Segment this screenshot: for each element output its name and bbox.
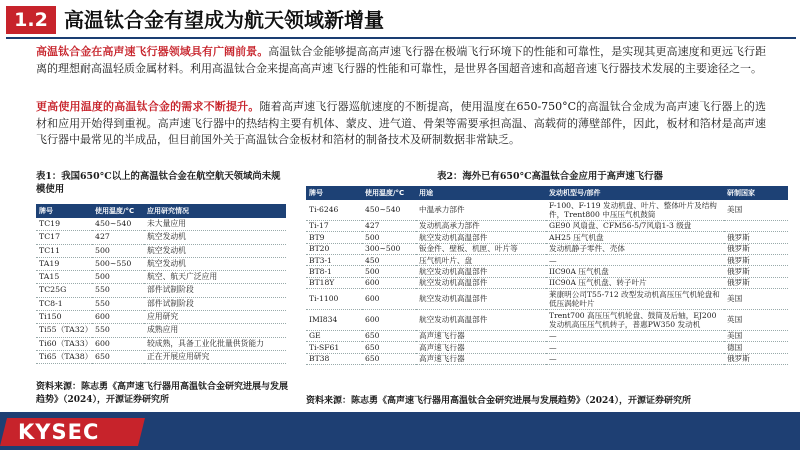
table1-header-row — [36, 204, 286, 218]
table2-cell: 450~540 — [362, 200, 416, 220]
table2-cell: 发动机高承力部件 — [416, 220, 546, 231]
table1-cell: TA19 — [36, 257, 92, 270]
table1-cell: 较成熟，具备工业化批量供货能力 — [144, 337, 286, 350]
table1-header-cell: 牌号 — [36, 204, 92, 218]
table2-cell: AH25 压气机盘 — [546, 232, 724, 243]
table1-row — [36, 244, 286, 257]
table2-cell: GE90 风扇盘、CFM56-5/7风扇1-3 级盘 — [546, 220, 724, 231]
table1-cell: 部件试制阶段 — [144, 284, 286, 297]
table2-row — [306, 200, 788, 220]
table2-cell: BT38 — [306, 353, 362, 364]
table2-cell: 600 — [362, 277, 416, 288]
table2-cell: 450 — [362, 255, 416, 266]
table2-source: 资料来源：陈志勇《高声速飞行器用高温钛合金研究进展与发展趋势》（2024），开源证券研究所 — [306, 396, 692, 406]
table2-cell: — — [546, 255, 724, 266]
table2-cell: — — [546, 330, 724, 341]
table2-header-cell: 牌号 — [306, 186, 362, 200]
table2-cell: 427 — [362, 220, 416, 231]
table2-row — [306, 277, 788, 288]
table2-cell: 航空发动机高温部件 — [416, 289, 546, 310]
table2-cell: 650 — [362, 330, 416, 341]
table2-cell: 航空发动机高温部件 — [416, 232, 546, 243]
table2-row — [306, 266, 788, 277]
table1-row — [36, 297, 286, 310]
table1-cell: 正在开展应用研究 — [144, 350, 286, 363]
table2-cell: 俄罗斯 — [724, 232, 788, 243]
table1-cell: 500~550 — [92, 257, 144, 270]
table2-cell: 美国 — [724, 200, 788, 220]
table2-cell: — — [546, 342, 724, 353]
table2-caption: 表2：海外已有650°C高温钛合金应用于高声速飞行器 — [437, 171, 663, 182]
table1-row — [36, 311, 286, 324]
table2-cell: BT8-1 — [306, 266, 362, 277]
table2-cell: BT20 — [306, 243, 362, 254]
company-logo — [0, 412, 140, 450]
table1-cell: 550 — [92, 324, 144, 337]
table2-cell: 俄罗斯 — [724, 243, 788, 254]
table2-cell: 美国 — [724, 289, 788, 310]
page-title: 高温钛合金有望成为航天领域新增量 — [64, 8, 384, 32]
table1-cell: 500 — [92, 244, 144, 257]
paragraph-2-body: 随着高声速飞行器巡航速度的不断提高，使用温度在650-750°C的高温钛合金成为高声速飞行器上的选材和应用开始得到重视。高声速飞行器中的热结构主要有机体、蒙皮、进气道、骨架等需要承担高温、高载荷的薄壁部件，因此，板材和箔材是高声速飞行器中最常见的半成品，但目前国外关于高温钛合金板材和箔材的制备技术及研制数据非常缺乏。 — [36, 100, 767, 146]
table2-row — [306, 310, 788, 331]
logo-text: KYSEC — [18, 420, 100, 444]
table2-cell: BT18Y — [306, 277, 362, 288]
table2-cell — [724, 220, 788, 231]
table2-cell: BT9 — [306, 232, 362, 243]
table2-cell: 航空发动机高温部件 — [416, 310, 546, 331]
table2-cell: 压气机叶片、盘 — [416, 255, 546, 266]
page-header — [0, 0, 800, 40]
table1-cell: 成熟应用 — [144, 324, 286, 337]
table1-cell: Ti55（TA32） — [36, 324, 92, 337]
table2-cell: 中温承力部件 — [416, 200, 546, 220]
table1-cell: 427 — [92, 231, 144, 244]
table1-row — [36, 324, 286, 337]
table1-cell: TA15 — [36, 271, 92, 284]
table2-cell: 发动机静子零件、壳体 — [546, 243, 724, 254]
table2-row — [306, 342, 788, 353]
table2-row — [306, 232, 788, 243]
table2-cell: 500 — [362, 232, 416, 243]
table1-cell: Ti65（TA38） — [36, 350, 92, 363]
table1-cell: 应用研究 — [144, 311, 286, 324]
table2-cell: 美国 — [724, 330, 788, 341]
table1-header-cell: 使用温度/°C — [92, 204, 144, 218]
table2-cell: F-100、F-119 发动机盘、叶片、整体叶片及结构件，Trent800 中压压气机鼓筒 — [546, 200, 724, 220]
table2 — [306, 186, 788, 365]
table2-cell: — — [546, 353, 724, 364]
section-number-badge: 1.2 — [6, 6, 56, 34]
table1-row — [36, 350, 286, 363]
table2-cell: 俄罗斯 — [724, 277, 788, 288]
table1-cell: 600 — [92, 337, 144, 350]
table2-row — [306, 220, 788, 231]
table2-cell: 钣金件、壁板、机匣、叶片等 — [416, 243, 546, 254]
table2-cell: IIC90A 压气机盘 — [546, 266, 724, 277]
paragraph-2-lead: 更高使用温度的高温钛合金的需求不断提升。 — [36, 100, 260, 113]
table2-row — [306, 255, 788, 266]
table1-cell: 550 — [92, 297, 144, 310]
table1-cell: 航空发动机 — [144, 244, 286, 257]
table1-row — [36, 271, 286, 284]
table2-cell: Trent700 高压压气机轮盘、鼓筒及后轴，EJ200 发动机高压压气机转子，普惠PW350 发动机 — [546, 310, 724, 331]
table2-cell: 德国 — [724, 342, 788, 353]
table1-cell: Ti150 — [36, 311, 92, 324]
table2-cell: 650 — [362, 353, 416, 364]
table2-header-row — [306, 186, 788, 200]
table2-cell: 俄罗斯 — [724, 353, 788, 364]
table1-caption: 表1：我国650°C以上的高温钛合金在航空航天领域尚未规模使用 — [36, 171, 281, 195]
paragraph-2 — [36, 99, 766, 149]
table1-cell: 600 — [92, 311, 144, 324]
table2-cell: 航空发动机高温部件 — [416, 277, 546, 288]
table1-header-cell: 应用研究情况 — [144, 204, 286, 218]
table2-cell: Ti-1100 — [306, 289, 362, 310]
table2-cell: 高声速飞行器 — [416, 353, 546, 364]
table2-cell: 俄罗斯 — [724, 255, 788, 266]
table2-cell: IIC90A 压气机盘、转子叶片 — [546, 277, 724, 288]
table2-cell: 俄罗斯 — [724, 266, 788, 277]
paragraph-1-body: 高温钛合金能够提高高声速飞行器在极端飞行环境下的性能和可靠性，是实现其更高速度和更远飞行距离的理想耐高温轻质金属材料。利用高温钛合金来提高高声速飞行器的性能和可靠性，是世界各国超音速和高超音速飞行器技术发展的主要途径之一。 — [36, 45, 767, 75]
table1 — [36, 204, 286, 364]
title-divider — [6, 37, 796, 39]
table1-cell: 航空、航天广泛应用 — [144, 271, 286, 284]
table2-cell: 600 — [362, 310, 416, 331]
table2-cell: 300~500 — [362, 243, 416, 254]
table1-cell: 部件试制阶段 — [144, 297, 286, 310]
table2-cell: 英国 — [724, 310, 788, 331]
table2-cell: 600 — [362, 289, 416, 310]
table1-cell: Ti60（TA33） — [36, 337, 92, 350]
table1-cell: TC8-1 — [36, 297, 92, 310]
table2-cell: BT3-1 — [306, 255, 362, 266]
table2-cell: Ti-17 — [306, 220, 362, 231]
table1-cell: 500 — [92, 271, 144, 284]
table1-cell: 未大量应用 — [144, 218, 286, 231]
paragraph-1 — [36, 44, 766, 77]
table2-cell: 高声速飞行器 — [416, 330, 546, 341]
table2-row — [306, 330, 788, 341]
table2-cell: GE — [306, 330, 362, 341]
table1-cell: 650 — [92, 350, 144, 363]
table2-cell: 莱康明公司T55-712 改型发动机高压压气机轮盘和低压涡轮叶片 — [546, 289, 724, 310]
table1-cell: TC17 — [36, 231, 92, 244]
table1-cell: 航空发动机 — [144, 231, 286, 244]
table2-cell: 航空发动机高温部件 — [416, 266, 546, 277]
table2-header-cell: 研制国家 — [724, 186, 788, 200]
table2-row — [306, 353, 788, 364]
table1-row — [36, 231, 286, 244]
table1-cell: TC25G — [36, 284, 92, 297]
table2-header-cell: 使用温度/°C — [362, 186, 416, 200]
table1-cell: 550 — [92, 284, 144, 297]
table2-cell: Ti-6246 — [306, 200, 362, 220]
table1-cell: TC11 — [36, 244, 92, 257]
table2-cell: 500 — [362, 266, 416, 277]
table2-header-cell: 发动机型号/部件 — [546, 186, 724, 200]
table2-cell: 650 — [362, 342, 416, 353]
table1-row — [36, 284, 286, 297]
table1-cell: 450~540 — [92, 218, 144, 231]
paragraph-1-lead: 高温钛合金在高声速飞行器领域具有广阔前景。 — [36, 45, 269, 58]
table2-row — [306, 289, 788, 310]
table1-row — [36, 218, 286, 231]
table1-source: 资料来源：陈志勇《高声速飞行器用高温钛合金研究进展与发展趋势》（2024），开源证券研究所 — [36, 382, 289, 405]
table2-cell: 高声速飞行器 — [416, 342, 546, 353]
table2-cell: IMI834 — [306, 310, 362, 331]
table2-row — [306, 243, 788, 254]
table1-cell: 航空发动机 — [144, 257, 286, 270]
table2-cell: Ti-SF61 — [306, 342, 362, 353]
table2-header-cell: 用途 — [416, 186, 546, 200]
table1-cell: TC19 — [36, 218, 92, 231]
table1-row — [36, 337, 286, 350]
table1-row — [36, 257, 286, 270]
